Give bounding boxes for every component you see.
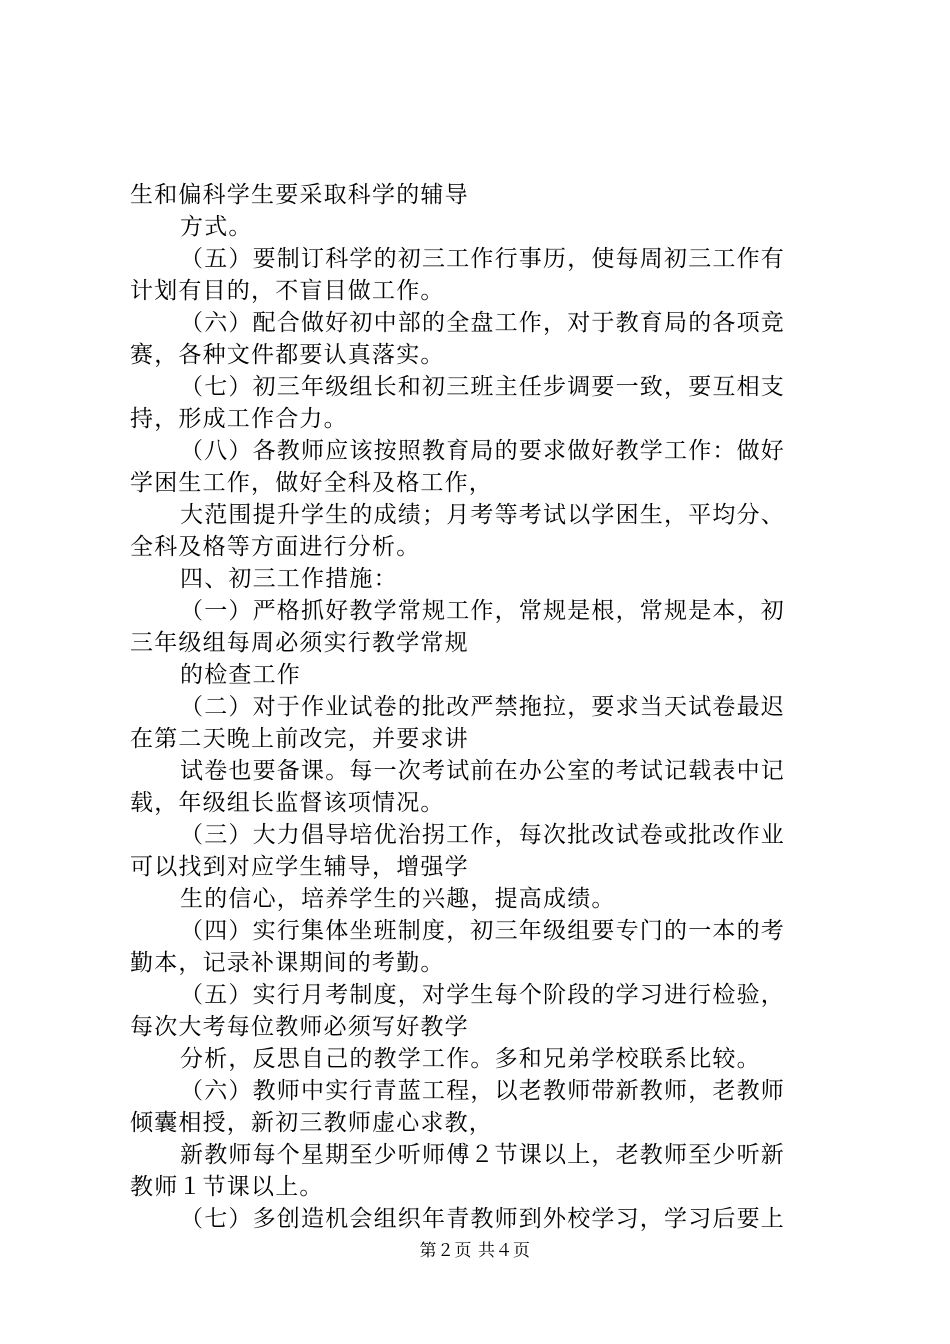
section-heading: 四、初三工作措施：: [180, 566, 398, 592]
text-line: 学困生工作，做好全科及格工作，: [130, 470, 493, 496]
page-number-footer: 第２页 共４页: [419, 1241, 531, 1261]
text-line: 分析，反思自己的教学工作。多和兄弟学校联系比较。: [180, 1046, 761, 1072]
text-line: 载，年级组长监督该项情况。: [130, 790, 445, 816]
text-line: 赛，各种文件都要认真落实。: [130, 342, 445, 368]
text-line: （六）教师中实行青蓝工程，以老教师带新教师，老教师: [180, 1078, 785, 1104]
text-line: （二）对于作业试卷的批改严禁拖拉，要求当天试卷最迟: [180, 694, 785, 720]
text-line: （三）大力倡导培优治拐工作，每次批改试卷或批改作业: [180, 822, 785, 848]
text-line: （五）要制订科学的初三工作行事历，使每周初三工作有: [180, 246, 785, 272]
text-line: （一）严格抓好教学常规工作，常规是根，常规是本，初: [180, 598, 785, 624]
text-line: （八）各教师应该按照教育局的要求做好教学工作：做好: [180, 438, 785, 464]
text-line: 在第二天晚上前改完，并要求讲: [130, 726, 469, 752]
text-line: 生的信心，培养学生的兴趣，提高成绩。: [180, 886, 616, 912]
text-line: 计划有目的，不盲目做工作。: [130, 278, 445, 304]
text-line: 生和偏科学生要采取科学的辅导: [130, 182, 469, 208]
text-line: （四）实行集体坐班制度，初三年级组要专门的一本的考: [180, 918, 785, 944]
text-line: 试卷也要备课。每一次考试前在办公室的考试记载表中记: [180, 758, 785, 784]
text-line: 新教师每个星期至少听师傅２节课以上，老教师至少听新: [180, 1142, 785, 1168]
text-line: 三年级组每周必须实行教学常规: [130, 630, 469, 656]
text-line: 倾囊相授，新初三教师虚心求教，: [130, 1110, 493, 1136]
text-line: （七）多创造机会组织年青教师到外校学习，学习后要上: [180, 1206, 785, 1232]
text-line: 全科及格等方面进行分析。: [130, 534, 421, 560]
text-line: 每次大考每位教师必须写好教学: [130, 1014, 469, 1040]
text-line: 持，形成工作合力。: [130, 406, 348, 432]
text-line: 大范围提升学生的成绩；月考等考试以学困生，平均分、: [180, 502, 785, 528]
text-line: 勤本，记录补课期间的考勤。: [130, 950, 445, 976]
text-line: 教师１节课以上。: [130, 1174, 324, 1200]
text-line: （七）初三年级组长和初三班主任步调要一致，要互相支: [180, 374, 785, 400]
text-line: 方式。: [180, 214, 253, 240]
text-line: （五）实行月考制度，对学生每个阶段的学习进行检验，: [180, 982, 785, 1008]
text-line: 可以找到对应学生辅导，增强学: [130, 854, 469, 880]
text-line: （六）配合做好初中部的全盘工作，对于教育局的各项竞: [180, 310, 785, 336]
text-line: 的检查工作: [180, 662, 301, 688]
